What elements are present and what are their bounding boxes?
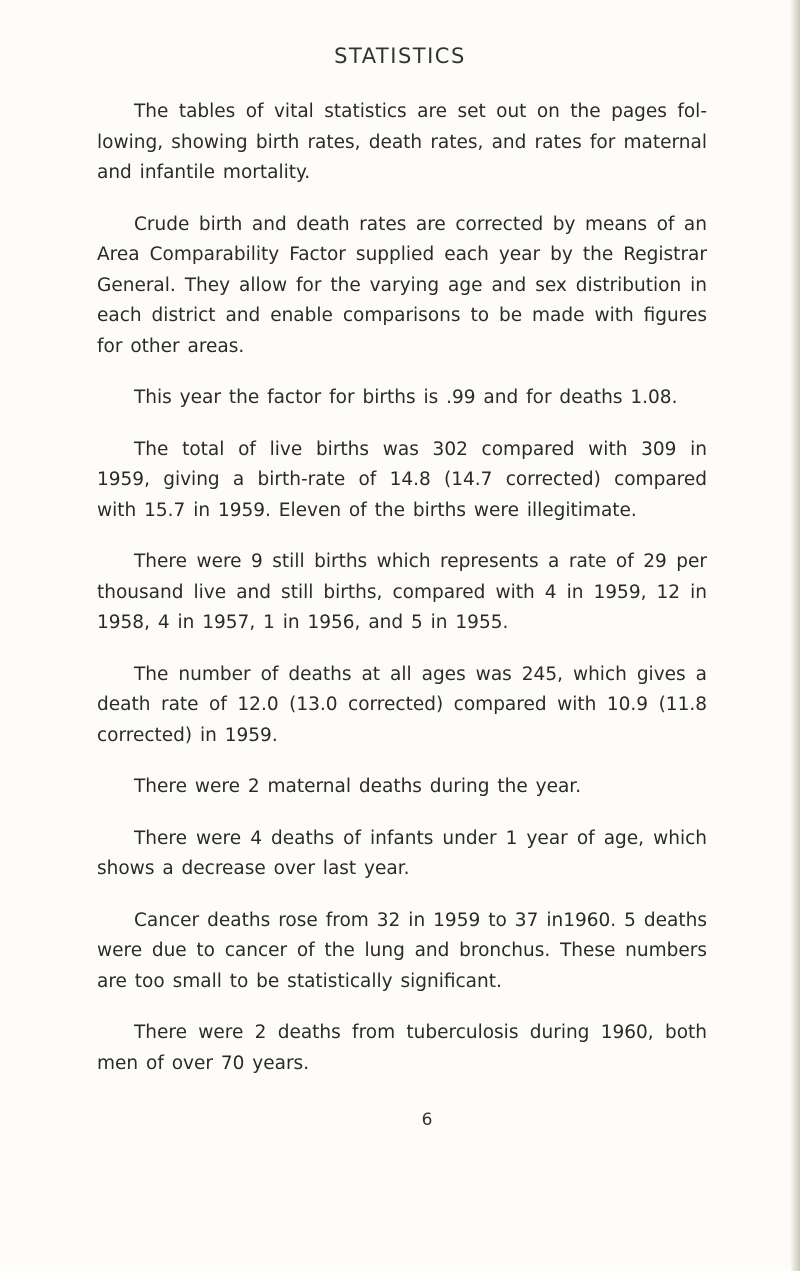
paragraph-deaths-all-ages: The number of deaths at all ages was 245, which gives a death rate of 12.0 (13.0 corrected) compared with 10.9 (11.8 corrected) in 1959. <box>97 663 707 746</box>
paragraph-cancer-deaths: Cancer deaths rose from 32 in 1959 to 37 in1960. 5 deaths were due to cancer of the lung and bronchus. These numbers are too small to be statistically significant. <box>97 909 707 992</box>
page-edge-shadow <box>790 0 800 1271</box>
page-title: STATISTICS <box>334 44 466 68</box>
paragraph-tuberculosis-deaths: There were 2 deaths from tuberculosis during 1960, both men of over 70 years. <box>97 1022 707 1074</box>
page-number: 6 <box>421 1110 433 1130</box>
paragraph-live-births: The total of live births was 302 compared with 309 in 1959, giving a birth-rate of 14.8 (14.7 corrected) compared with 15.7 in 1959. Eleven of the births were illegitimate. <box>97 438 707 521</box>
paragraph-still-births: There were 9 still births which represents a rate of 29 per thousand live and still births, compared with 4 in 1959, 12 in 1958, 4 in 1957, 1 in 1956, and 5 in 1955. <box>97 551 707 633</box>
paragraph-factor-values: This year the factor for births is .99 and for deaths 1.08. <box>134 387 678 408</box>
paragraph-infant-deaths: There were 4 deaths of infants under 1 year of age, which shows a decrease over last year. <box>97 827 707 879</box>
paragraph-maternal-deaths: There were 2 maternal deaths during the year. <box>134 776 582 797</box>
body-text <box>97 97 707 1100</box>
paragraph-comparability-factor: Crude birth and death rates are corrected by means of an Area Comparability Factor supplied each year by the Registrar General. They allow for the varying age and sex distribution in each district and enable comparisons to be made with figures for other areas. <box>97 213 707 357</box>
paragraph-vital-statistics-tables: The tables of vital statistics are set out on the pages fol-lowing, showing birth rates, death rates, and rates for maternal and infantile mortality. <box>97 101 707 183</box>
